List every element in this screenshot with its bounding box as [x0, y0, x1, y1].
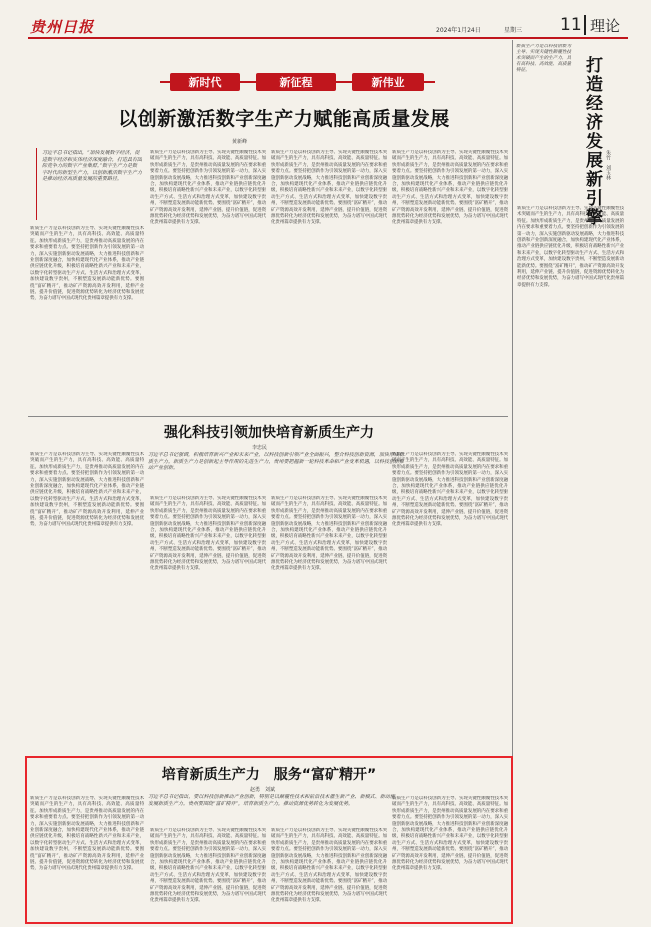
- masthead-rule: [28, 37, 628, 39]
- masthead-divider: [584, 15, 586, 35]
- right-column-author: 朱竹 刘玉林: [605, 150, 611, 180]
- article-2-col-4: 新质生产力是以科技创新为主导、实现关键性颠覆性技术突破而产生的生产力，具有高科技、高效能、高质量特征。加快形成新质生产力，是贵州推动高质量发展的内在要求和重要着力点。要坚持把创新作为引领发展的第一动力，深入实施创新驱动发展战略，大力推进科技创新和产业创新深度融合，加快构建现代化产业体系，推动产业链供应链优化升级，积极培育战略性新兴产业和未来产业，以数字化转型驱动生产方式、生活方式和治理方式变革，加快建设数字贵州，不断塑造发展新动能新优势。要围绕“富矿精开”，推动矿产资源高效开发利用，延伸产业链、提升价值链，促进资源优势转化为经济优势和发展优势，为奋力谱写中国式现代化贵州篇章提供有力支撑。: [392, 452, 508, 528]
- right-column-body: 新质生产力是以科技创新为主导、实现关键性颠覆性技术突破而产生的生产力，具有高科技、高效能、高质量特征。加快形成新质生产力，是贵州推动高质量发展的内在要求和重要着力点。要坚持把创新作为引领发展的第一动力，深入实施创新驱动发展战略，大力推进科技创新和产业创新深度融合，加快构建现代化产业体系，推动产业链供应链优化升级，积极培育战略性新兴产业和未来产业，以数字化转型驱动生产方式、生活方式和治理方式变革，加快建设数字贵州，不断塑造发展新动能新优势。要围绕“富矿精开”，推动矿产资源高效开发利用，延伸产业链、提升价值链，促进资源优势转化为经济优势和发展优势，为奋力谱写中国式现代化贵州篇章提供有力支撑。: [517, 206, 624, 288]
- lead-2: 习近平总书记强调，积极培育新兴产业和未来产业，以科技创新引领产业全面振兴，整合科技创新资源，加快形成新质生产力。新质生产力是创新起主导作用的先进生产力，贵州要把握新一轮科技革命和产业变革机遇，以科技创新推动产业创新。: [148, 452, 404, 472]
- article-2-col-2: 新质生产力是以科技创新为主导、实现关键性颠覆性技术突破而产生的生产力，具有高科技、高效能、高质量特征。加快形成新质生产力，是贵州推动高质量发展的内在要求和重要着力点。要坚持把创新作为引领发展的第一动力，深入实施创新驱动发展战略，大力推进科技创新和产业创新深度融合，加快构建现代化产业体系，推动产业链供应链优化升级，积极培育战略性新兴产业和未来产业，以数字化转型驱动生产方式、生活方式和治理方式变革，加快建设数字贵州，不断塑造发展新动能新优势。要围绕“富矿精开”，推动矿产资源高效开发利用，延伸产业链、提升价值链，促进资源优势转化为经济优势和发展优势，为奋力谱写中国式现代化贵州篇章提供有力支撑。: [150, 496, 266, 572]
- headline-1: 以创新激活数字生产力赋能高质量发展: [118, 108, 450, 130]
- article-2-col-3: 新质生产力是以科技创新为主导、实现关键性颠覆性技术突破而产生的生产力，具有高科技、高效能、高质量特征。加快形成新质生产力，是贵州推动高质量发展的内在要求和重要着力点。要坚持把创新作为引领发展的第一动力，深入实施创新驱动发展战略，大力推进科技创新和产业创新深度融合，加快构建现代化产业体系，推动产业链供应链优化升级，积极培育战略性新兴产业和未来产业，以数字化转型驱动生产方式、生活方式和治理方式变革，加快建设数字贵州，不断塑造发展新动能新优势。要围绕“富矿精开”，推动矿产资源高效开发利用，延伸产业链、提升价值链，促进资源优势转化为经济优势和发展优势，为奋力谱写中国式现代化贵州篇章提供有力支撑。: [271, 496, 387, 572]
- banner-mid-text: 新征程: [279, 76, 313, 89]
- lead-1-rule: [36, 148, 37, 220]
- headline-2-author: 李忠民: [252, 445, 268, 451]
- right-column-title: 打造经济发展新引擎: [582, 56, 602, 227]
- issue-date: 2024年1月24日: [436, 27, 481, 34]
- article-1-col-4: 新质生产力是以科技创新为主导、实现关键性颠覆性技术突破而产生的生产力，具有高科技、高效能、高质量特征。加快形成新质生产力，是贵州推动高质量发展的内在要求和重要着力点。要坚持把创新作为引领发展的第一动力，深入实施创新驱动发展战略，大力推进科技创新和产业创新深度融合，加快构建现代化产业体系，推动产业链供应链优化升级，积极培育战略性新兴产业和未来产业，以数字化转型驱动生产方式、生活方式和治理方式变革，加快建设数字贵州，不断塑造发展新动能新优势。要围绕“富矿精开”，推动矿产资源高效开发利用，延伸产业链、提升价值链，促进资源优势转化为经济优势和发展优势，为奋力谱写中国式现代化贵州篇章提供有力支撑。: [392, 150, 508, 226]
- article-2-col-1: 新质生产力是以科技创新为主导、实现关键性颠覆性技术突破而产生的生产力，具有高科技、高效能、高质量特征。加快形成新质生产力，是贵州推动高质量发展的内在要求和重要着力点。要坚持把创新作为引领发展的第一动力，深入实施创新驱动发展战略，大力推进科技创新和产业创新深度融合，加快构建现代化产业体系，推动产业链供应链优化升级，积极培育战略性新兴产业和未来产业，以数字化转型驱动生产方式、生活方式和治理方式变革，加快建设数字贵州，不断塑造发展新动能新优势。要围绕“富矿精开”，推动矿产资源高效开发利用，延伸产业链、提升价值链，促进资源优势转化为经济优势和发展优势，为奋力谱写中国式现代化贵州篇章提供有力支撑。: [30, 452, 144, 528]
- banner-pill-mid: [256, 73, 336, 91]
- section-name: 理论: [590, 17, 621, 35]
- banner-pill-right: [352, 73, 424, 91]
- masthead-logo: [30, 16, 106, 34]
- masthead-logo-text: 贵州日报: [30, 18, 95, 36]
- headline-3-author: 赵勇 刘斌: [250, 787, 276, 793]
- page-number: 11: [560, 15, 582, 35]
- section-rule-1: [28, 416, 508, 417]
- headline-2: 强化科技引领加快培育新质生产力: [164, 425, 374, 441]
- article-3-col-4: 新质生产力是以科技创新为主导、实现关键性颠覆性技术突破而产生的生产力，具有高科技、高效能、高质量特征。加快形成新质生产力，是贵州推动高质量发展的内在要求和重要着力点。要坚持把创新作为引领发展的第一动力，深入实施创新驱动发展战略，大力推进科技创新和产业创新深度融合，加快构建现代化产业体系，推动产业链供应链优化升级，积极培育战略性新兴产业和未来产业，以数字化转型驱动生产方式、生活方式和治理方式变革，加快建设数字贵州，不断塑造发展新动能新优势。要围绕“富矿精开”，推动矿产资源高效开发利用，延伸产业链、提升价值链，促进资源优势转化为经济优势和发展优势，为奋力谱写中国式现代化贵州篇章提供有力支撑。: [392, 796, 508, 872]
- article-3-col-1: 新质生产力是以科技创新为主导、实现关键性颠覆性技术突破而产生的生产力，具有高科技、高效能、高质量特征。加快形成新质生产力，是贵州推动高质量发展的内在要求和重要着力点。要坚持把创新作为引领发展的第一动力，深入实施创新驱动发展战略，大力推进科技创新和产业创新深度融合，加快构建现代化产业体系，推动产业链供应链优化升级，积极培育战略性新兴产业和未来产业，以数字化转型驱动生产方式、生活方式和治理方式变革，加快建设数字贵州，不断塑造发展新动能新优势。要围绕“富矿精开”，推动矿产资源高效开发利用，延伸产业链、提升价值链，促进资源优势转化为经济优势和发展优势，为奋力谱写中国式现代化贵州篇章提供有力支撑。: [30, 796, 144, 872]
- article-1-col-1: 新质生产力是以科技创新为主导、实现关键性颠覆性技术突破而产生的生产力，具有高科技、高效能、高质量特征。加快形成新质生产力，是贵州推动高质量发展的内在要求和重要着力点。要坚持把创新作为引领发展的第一动力，深入实施创新驱动发展战略，大力推进科技创新和产业创新深度融合，加快构建现代化产业体系，推动产业链供应链优化升级，积极培育战略性新兴产业和未来产业，以数字化转型驱动生产方式、生活方式和治理方式变革，加快建设数字贵州，不断塑造发展新动能新优势。要围绕“富矿精开”，推动矿产资源高效开发利用，延伸产业链、提升价值链，促进资源优势转化为经济优势和发展优势，为奋力谱写中国式现代化贵州篇章提供有力支撑。: [30, 226, 144, 302]
- right-lead: 新质生产力是以科技创新为主导、实现关键性颠覆性技术突破而产生的生产力，具有高科技、高效能、高质量特征。: [516, 44, 572, 73]
- article-3-col-2: 新质生产力是以科技创新为主导、实现关键性颠覆性技术突破而产生的生产力，具有高科技、高效能、高质量特征。加快形成新质生产力，是贵州推动高质量发展的内在要求和重要着力点。要坚持把创新作为引领发展的第一动力，深入实施创新驱动发展战略，大力推进科技创新和产业创新深度融合，加快构建现代化产业体系，推动产业链供应链优化升级，积极培育战略性新兴产业和未来产业，以数字化转型驱动生产方式、生活方式和治理方式变革，加快建设数字贵州，不断塑造发展新动能新优势。要围绕“富矿精开”，推动矿产资源高效开发利用，延伸产业链、提升价值链，促进资源优势转化为经济优势和发展优势，为奋力谱写中国式现代化贵州篇章提供有力支撑。: [150, 828, 266, 904]
- issue-weekday: 星期三: [504, 27, 523, 34]
- banner-left-text: 新时代: [188, 76, 222, 89]
- banner-right-text: 新伟业: [371, 76, 405, 89]
- lead-1: 习近平总书记指出，“加快发展数字经济，促进数字经济和实体经济深度融合，打造具有国际竞争力的数字产业集群。”数字生产力是数字时代的新型生产力，以创新激活数字生产力是推动经济高质量发展的重要路径。: [42, 150, 142, 183]
- headline-3: 培育新质生产力 服务“富矿精开”: [161, 767, 377, 783]
- article-3-col-3: 新质生产力是以科技创新为主导、实现关键性颠覆性技术突破而产生的生产力，具有高科技、高效能、高质量特征。加快形成新质生产力，是贵州推动高质量发展的内在要求和重要着力点。要坚持把创新作为引领发展的第一动力，深入实施创新驱动发展战略，大力推进科技创新和产业创新深度融合，加快构建现代化产业体系，推动产业链供应链优化升级，积极培育战略性新兴产业和未来产业，以数字化转型驱动生产方式、生活方式和治理方式变革，加快建设数字贵州，不断塑造发展新动能新优势。要围绕“富矿精开”，推动矿产资源高效开发利用，延伸产业链、提升价值链，促进资源优势转化为经济优势和发展优势，为奋力谱写中国式现代化贵州篇章提供有力支撑。: [271, 828, 387, 904]
- banner: [160, 73, 435, 97]
- lead-3: 习近平总书记指出，要以科技创新推动产业创新，特别是以颠覆性技术和前沿技术催生新产业、新模式、新动能，发展新质生产力。贵州要围绕“富矿精开”，培育新质生产力，推动资源优势转化为发展优势。: [148, 794, 400, 807]
- article-1-col-3: 新质生产力是以科技创新为主导、实现关键性颠覆性技术突破而产生的生产力，具有高科技、高效能、高质量特征。加快形成新质生产力，是贵州推动高质量发展的内在要求和重要着力点。要坚持把创新作为引领发展的第一动力，深入实施创新驱动发展战略，大力推进科技创新和产业创新深度融合，加快构建现代化产业体系，推动产业链供应链优化升级，积极培育战略性新兴产业和未来产业，以数字化转型驱动生产方式、生活方式和治理方式变革，加快建设数字贵州，不断塑造发展新动能新优势。要围绕“富矿精开”，推动矿产资源高效开发利用，延伸产业链、提升价值链，促进资源优势转化为经济优势和发展优势，为奋力谱写中国式现代化贵州篇章提供有力支撑。: [271, 150, 387, 226]
- banner-pill-left: [170, 73, 240, 91]
- article-1-col-2: 新质生产力是以科技创新为主导、实现关键性颠覆性技术突破而产生的生产力，具有高科技、高效能、高质量特征。加快形成新质生产力，是贵州推动高质量发展的内在要求和重要着力点。要坚持把创新作为引领发展的第一动力，深入实施创新驱动发展战略，大力推进科技创新和产业创新深度融合，加快构建现代化产业体系，推动产业链供应链优化升级，积极培育战略性新兴产业和未来产业，以数字化转型驱动生产方式、生活方式和治理方式变革，加快建设数字贵州，不断塑造发展新动能新优势。要围绕“富矿精开”，推动矿产资源高效开发利用，延伸产业链、提升价值链，促进资源优势转化为经济优势和发展优势，为奋力谱写中国式现代化贵州篇章提供有力支撑。: [150, 150, 266, 226]
- headline-1-author: 黄新峰: [232, 139, 248, 145]
